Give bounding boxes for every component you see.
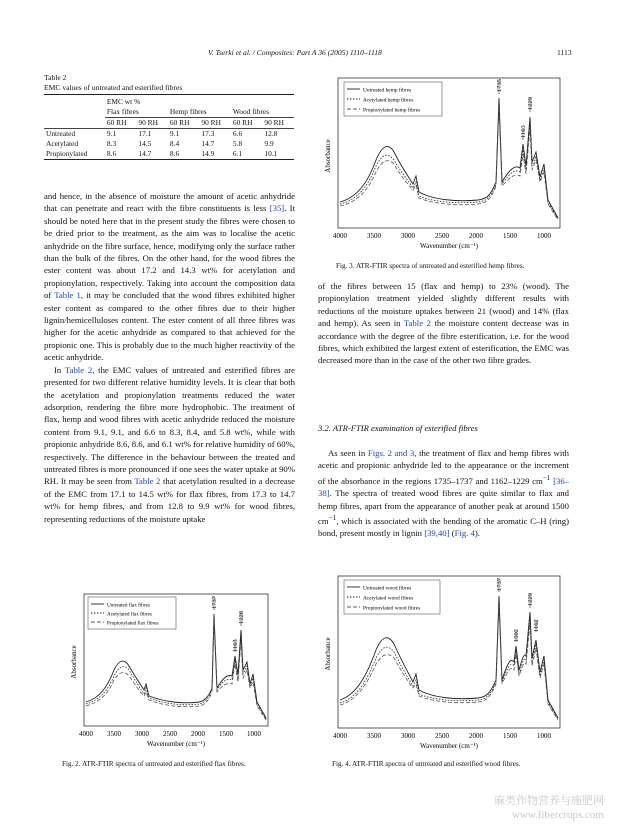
citation-link[interactable]: [36–38] [318, 475, 570, 499]
x-tick: 1500 [219, 730, 233, 738]
x-tick: 2500 [435, 732, 449, 740]
cell: 17.3 [201, 129, 215, 138]
x-axis-label: Wavenumber (cm⁻¹) [147, 740, 205, 748]
group-wood: Wood fibres [231, 107, 294, 118]
x-tick: 2500 [435, 232, 449, 240]
x-axis-label: Wavenumber (cm⁻¹) [420, 742, 478, 750]
x-tick: 1000 [537, 232, 551, 240]
cell: 5.8 [232, 139, 243, 148]
table-title: Table 2 [44, 73, 67, 82]
cell: 14.7 [138, 149, 152, 158]
cell: 14.9 [201, 149, 215, 158]
group-hemp: Hemp fibres [168, 107, 231, 118]
legend-label: Propionylated hemp fibres [363, 107, 421, 114]
watermark-line: 麻类作物营养与施肥网 [494, 795, 604, 807]
col-header: 60 RH [106, 118, 127, 127]
x-tick: 3500 [107, 730, 121, 738]
col-header: 60 RH [232, 118, 253, 127]
figure-link[interactable]: Fig. 4 [454, 528, 475, 539]
table-link[interactable]: Table 2 [134, 476, 161, 487]
col-header: 90 RH [264, 118, 284, 127]
table-link[interactable]: Table 1 [54, 290, 81, 301]
spectrum-propionylated [340, 606, 558, 720]
cell: 6.6 [232, 129, 243, 138]
right-column-text [318, 280, 569, 367]
text-run: , which is associated with the bending of the aromatic C–H (ring) bond, present mostly in lignin [318, 515, 569, 539]
legend-label: Propionylated wood fibres [363, 605, 421, 612]
legend-box [88, 597, 176, 629]
peak-label: 1229 [527, 593, 534, 606]
spectrum-propionylated [86, 622, 266, 720]
peak-label: 1737 [496, 578, 503, 591]
table-row [44, 139, 294, 149]
text-run: . The spectra of treated wood fibres are quite similar to flax and hemp fibres, apart from the appearance of another peak at around 1500 cm [318, 488, 569, 526]
col-header: 60 RH [169, 118, 190, 127]
y-axis-label: Absorbance [324, 637, 332, 671]
figure-2-caption: Fig. 2. ATR-FTIR spectra of untreated and esterified flax fibres. [62, 760, 246, 768]
citation-link[interactable]: [35] [269, 203, 285, 214]
row-label: Propionylated [46, 149, 88, 158]
peak-label: 1228 [238, 611, 245, 624]
text-run: . It should be noted here that in the present study the fibres were chosen to be dried prior to the treatment, as the aim was to localise the acetic anhydride on the fibre surface, hence, modifying only the surface rather than the bulk of the fibres. On the other hand, for the wood fibres the ester content was about 17.2 and 14.3 wt% for acetylation and propionylation, respectively. Taking into account the composition data of [44, 203, 295, 301]
x-tick: 1000 [247, 730, 261, 738]
superscript: −1 [542, 473, 551, 482]
figure-4-caption: Fig. 4. ATR-FTIR spectra of untreated and esterified wood fibres. [332, 760, 521, 768]
table-row [44, 129, 294, 140]
text-run: the moisture content decrease was in accordance with the degree of the fibre esterification, i.e. for the wood fibres, which exhibited the largest extent of esterification, the EMC was decreased more than in the case of the other two fibre grades. [318, 318, 569, 366]
text-run: of the fibres between 15 (flax and hemp) to 23% (wood). The propionylation treatment yielded slightly different results with reductions of the moisture uptakes between 21 (wood) and 14% (flax and hemp). As seen in [318, 281, 569, 329]
text-run: In [54, 364, 65, 375]
cell: 14.5 [138, 139, 152, 148]
x-axis-label: Wavenumber (cm⁻¹) [420, 242, 478, 250]
figure-3-hemp-spectra [318, 72, 568, 252]
row-label: Acetylated [46, 139, 79, 148]
table-link[interactable]: Table 2 [64, 364, 93, 375]
x-tick: 4000 [333, 732, 347, 740]
cell: 8.6 [106, 149, 117, 158]
peak-label: 1735 [496, 79, 503, 92]
x-tick: 1500 [503, 732, 517, 740]
legend-box [344, 82, 442, 116]
cell: 8.6 [169, 149, 180, 158]
x-tick: 4000 [333, 232, 347, 240]
text-run: , it may be concluded that the wood fibres exhibited higher ester content as compared to the other fibres due to their higher lignin/hemicelluloses content. The ester content of all three fibres was higher for the acetic anhydride as compared to that achieved for the propionic one. This is probably due to the much higher reactivity of the acetic anhydride. [44, 290, 295, 363]
peak-label: 1737 [211, 596, 218, 609]
x-ticks [333, 232, 552, 240]
x-tick: 1000 [537, 732, 551, 740]
group-flax: Flax fibres [105, 107, 168, 118]
table-link[interactable]: Table 2 [403, 318, 431, 329]
text-run: and hence, in the absence of moisture the amount of acetic anhydride that can penetrate and react with the fibre constituents is less [44, 191, 295, 214]
table-caption-text: EMC values of untreated and esterified fibres [44, 83, 183, 92]
x-tick: 3500 [367, 732, 381, 740]
peak-label: 1162 [533, 619, 540, 632]
cell: 17.1 [138, 129, 152, 138]
table-caption [44, 73, 294, 93]
peak-label: 1502 [513, 629, 520, 642]
x-tick: 2500 [163, 730, 177, 738]
figure-link[interactable]: Figs. 2 and 3 [367, 448, 415, 458]
legend-label: Acetylated flax fibres [107, 611, 152, 618]
figure-4-wood-spectra [318, 572, 568, 752]
peak-label: 1229 [527, 97, 534, 110]
legend-label: Propionylated flax fibres [107, 620, 159, 627]
x-ticks [333, 732, 552, 740]
cell: 10.1 [264, 149, 278, 158]
cell: 9.1 [106, 129, 117, 138]
superscript: −1 [328, 513, 337, 522]
cell: 8.4 [169, 139, 180, 148]
x-tick: 3000 [401, 732, 415, 740]
col-header: 90 RH [138, 118, 158, 127]
y-axis-label: Absorbance [70, 645, 78, 679]
legend-label: Untreated wood fibres [363, 585, 412, 592]
section-heading: 3.2. ATR-FTIR examination of esterified fibres [318, 423, 478, 433]
cell: 6.1 [232, 149, 243, 158]
y-axis-label: Absorbance [324, 139, 332, 173]
citation-link[interactable]: [39,40] [424, 528, 450, 539]
running-header: V. Tserki et al. / Composites: Part A 36 (2005) 1110–1118 [208, 48, 382, 57]
spectrum-acetylated [86, 618, 266, 719]
watermark-line: www.fibercrops.com [511, 809, 604, 821]
cell: 8.3 [106, 139, 117, 148]
x-tick: 3000 [401, 232, 415, 240]
left-column-text [44, 190, 295, 525]
page-number: 1113 [557, 48, 572, 57]
emc-unit-header: EMC wt % [106, 97, 141, 106]
figure-3-caption: Fig. 3. ATR-FTIR spectra of untreated and esterified hemp fibres. [336, 262, 525, 270]
peak-label: 1163 [520, 125, 527, 138]
x-tick: 3500 [367, 232, 381, 240]
legend-label: Acetylated hemp fibres [363, 97, 414, 104]
cell: 9.9 [264, 139, 274, 148]
emc-table [44, 94, 294, 160]
figure-2-flax-spectra [64, 590, 274, 750]
legend-label: Untreated hemp fibres [363, 87, 412, 94]
x-tick: 2000 [469, 232, 483, 240]
peak-label: 1163 [232, 639, 239, 652]
cell: 14.7 [201, 139, 215, 148]
text-run: ( [449, 528, 455, 539]
x-tick: 2000 [191, 730, 205, 738]
table-row [44, 149, 294, 160]
legend-label: Acetylated wood fibres [363, 595, 414, 602]
text-run: , the EMC values of untreated and esterified fibres are presented for two different relative humidity levels. It is clear that both the acetylation and propionylation treatments reduced the water adsorption, rendering the fibre more hydrophobic. The treatment of flax, hemp and wood fibres with acetic anhydride reduced the moisture content from 9.1, 9.1, and 6.6 to 8.3, 8.4, and 5.8 wt%, while with propionic anhydride 8.6, 8.6, and 6.1 wt% for relative humidity of 60%, respectively. The difference in the behaviour between the treated and untreated fibres is more pronounced if one sees the water uptake at 90% RH. It may be seen from [44, 364, 295, 487]
row-label: Untreated [46, 129, 76, 138]
x-tick: 2000 [469, 732, 483, 740]
legend-label: Untreated flax fibres [107, 602, 150, 609]
right-column-text-2 [318, 447, 569, 540]
cell: 12.8 [264, 129, 278, 138]
text-run: that acetylation resulted in a decrease of the EMC from 17.1 to 14.5 wt% for flax fibres, from 17.3 to 14.7 wt% for hemp fibres, and from 12.8 to 9.9 wt% for wood fibres, representing reductions of the moisture uptake [44, 476, 295, 524]
col-header: 90 RH [201, 118, 221, 127]
x-tick: 3000 [135, 730, 149, 738]
cell: 9.1 [169, 129, 180, 138]
text-run: As seen in [328, 448, 368, 458]
x-tick: 4000 [79, 730, 93, 738]
watermark [494, 794, 604, 822]
legend-box [344, 580, 440, 614]
text-run: ). [474, 528, 480, 539]
x-ticks [79, 730, 262, 738]
text-run: , the treatment of flax and hemp fibres with acetic and propionic anhydride led to the appearance or the increment of the absorbance in the regions 1735–1737 and 1162–1229 cm [318, 448, 569, 486]
x-tick: 1500 [503, 232, 517, 240]
